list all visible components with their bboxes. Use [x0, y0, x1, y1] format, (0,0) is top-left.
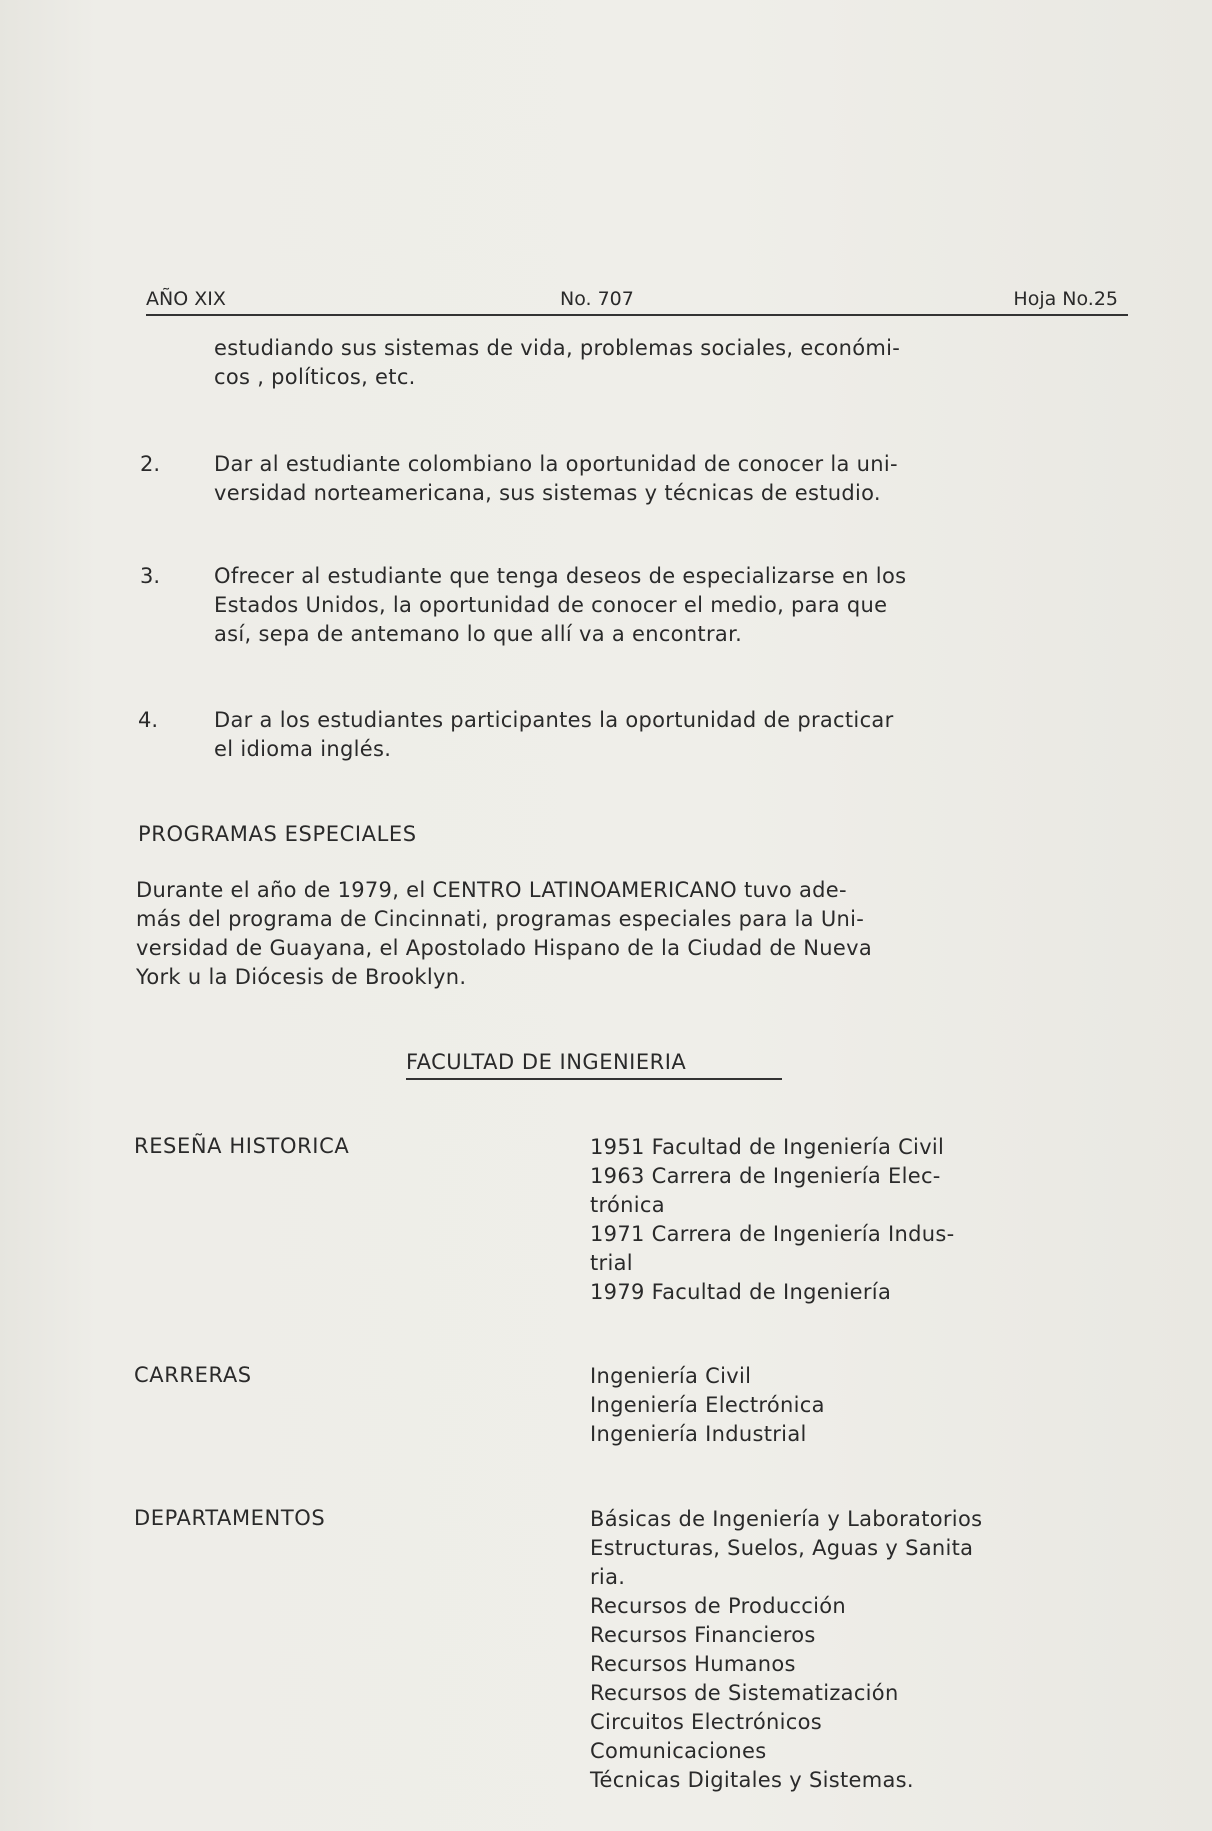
faculty-title: FACULTAD DE INGENIERIA — [406, 1048, 782, 1080]
department-item: Recursos de Producción — [590, 1594, 847, 1618]
history-line: 1951 Facultad de Ingeniería Civil — [590, 1135, 945, 1159]
intro-line: estudiando sus sistemas de vida, problemas sociales, económi- — [214, 336, 901, 360]
header-year: AÑO XIX — [146, 288, 226, 310]
careers-list — [590, 1362, 825, 1449]
history-list — [590, 1133, 955, 1307]
departments-label: DEPARTAMENTOS — [134, 1506, 326, 1530]
objective-number: 4. — [138, 708, 159, 732]
history-label: RESEÑA HISTORICA — [134, 1134, 350, 1158]
department-item: Recursos Humanos — [590, 1652, 796, 1676]
paragraph-line: York u la Diócesis de Brooklyn. — [136, 965, 467, 989]
history-line: 1979 Facultad de Ingeniería — [590, 1280, 892, 1304]
header-number: No. 707 — [560, 288, 634, 310]
objective-line: Dar a los estudiantes participantes la oportunidad de practicar — [214, 708, 894, 732]
department-item: Estructuras, Suelos, Aguas y Sanita — [590, 1536, 974, 1560]
paragraph-line: versidad de Guayana, el Apostolado Hispano de la Ciudad de Nueva — [136, 936, 872, 960]
department-item: ria. — [590, 1565, 626, 1589]
department-item: Recursos de Sistematización — [590, 1681, 899, 1705]
careers-label: CARRERAS — [134, 1363, 252, 1387]
section-heading: PROGRAMAS ESPECIALES — [138, 822, 417, 846]
history-line: 1963 Carrera de Ingeniería Elec- — [590, 1164, 941, 1188]
page-header — [146, 288, 1128, 316]
objective-line: versidad norteamericana, sus sistemas y técnicas de estudio. — [214, 481, 881, 505]
objective-number: 2. — [140, 452, 161, 476]
department-item: Comunicaciones — [590, 1739, 767, 1763]
objective-number: 3. — [140, 564, 161, 588]
paragraph-line: más del programa de Cincinnati, programas especiales para la Uni- — [136, 907, 865, 931]
intro-line: cos , políticos, etc. — [214, 365, 416, 389]
departments-list — [590, 1505, 982, 1795]
header-sheet: Hoja No.25 — [1013, 288, 1118, 310]
career-item: Ingeniería Industrial — [590, 1422, 807, 1446]
objective-line: así, sepa de antemano lo que allí va a encontrar. — [214, 622, 743, 646]
objective-line: Estados Unidos, la oportunidad de conocer el medio, para que — [214, 593, 888, 617]
career-item: Ingeniería Electrónica — [590, 1393, 825, 1417]
paragraph-line: Durante el año de 1979, el CENTRO LATINOAMERICANO tuvo ade- — [136, 878, 847, 902]
objective-line: Ofrecer al estudiante que tenga deseos de especializarse en los — [214, 564, 907, 588]
career-item: Ingeniería Civil — [590, 1364, 752, 1388]
department-item: Circuitos Electrónicos — [590, 1710, 822, 1734]
department-item: Básicas de Ingeniería y Laboratorios — [590, 1507, 983, 1531]
history-line: trial — [590, 1251, 633, 1275]
department-item: Recursos Financieros — [590, 1623, 816, 1647]
history-line: 1971 Carrera de Ingeniería Indus- — [590, 1222, 955, 1246]
objective-line: Dar al estudiante colombiano la oportunidad de conocer la uni- — [214, 452, 898, 476]
department-item: Técnicas Digitales y Sistemas. — [590, 1768, 914, 1792]
objective-line: el idioma inglés. — [214, 737, 392, 761]
history-line: trónica — [590, 1193, 665, 1217]
